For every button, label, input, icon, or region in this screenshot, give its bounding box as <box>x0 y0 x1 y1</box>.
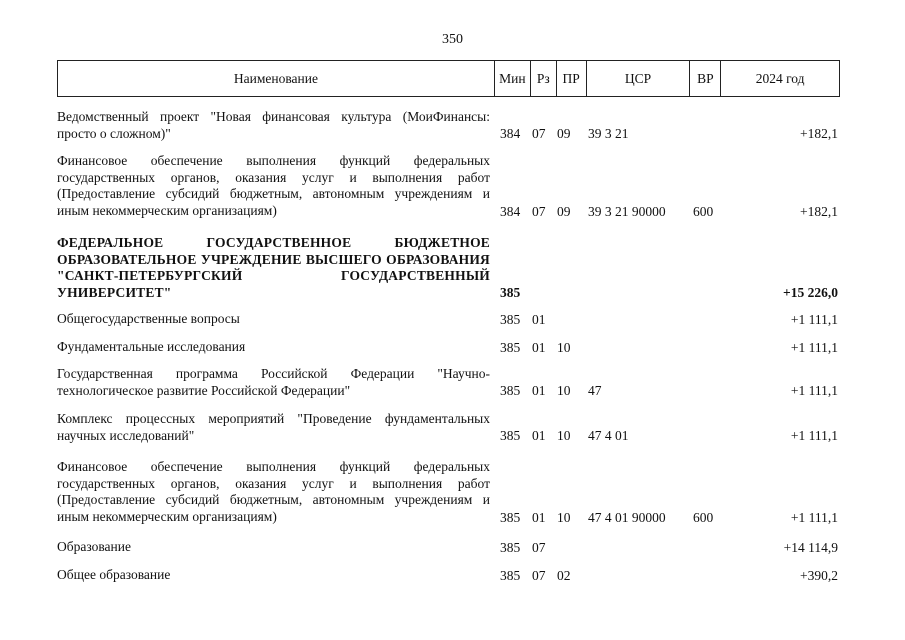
row-sum: +390,2 <box>800 568 838 583</box>
row-min: 385 <box>500 568 521 583</box>
row-sum: +182,1 <box>800 126 838 141</box>
row-sum: +1 111,1 <box>790 383 838 398</box>
row-min: 385 <box>500 383 521 398</box>
header-year: 2024 год <box>755 70 805 86</box>
page-number: 350 <box>442 32 463 47</box>
row-sum: +15 226,0 <box>783 285 838 300</box>
row-name: Финансовое обеспечение выполнения функций федеральных государственных органов, оказания услуг и выполнения работ (Предоставление субсидий бюджетным, автономным учреждениям и иным некоммерческим организациям) <box>57 459 490 524</box>
row-pr: 10 <box>557 340 571 355</box>
row-name: ФЕДЕРАЛЬНОЕ ГОСУДАРСТВЕННОЕ БЮДЖЕТНОЕ ОБРАЗОВАТЕЛЬНОЕ УЧРЕЖДЕНИЕ ВЫСШЕГО ОБРАЗОВАНИЯ "САНКТ-ПЕТЕРБУРГСКИЙ ГОСУДАРСТВЕННЫЙ УНИВЕРСИТЕТ" <box>57 235 490 300</box>
row-rz: 07 <box>532 540 546 555</box>
row-pr: 02 <box>557 568 571 583</box>
row-sum: +1 111,1 <box>790 340 838 355</box>
row-rz: 07 <box>532 204 546 219</box>
row-name: Финансовое обеспечение выполнения функций федеральных государственных органов, оказания услуг и выполнения работ (Предоставление субсидий бюджетным, автономным учреждениям и иным некоммерческим организациям) <box>57 153 490 218</box>
row-sum: +1 111,1 <box>790 428 838 443</box>
row-min: 385 <box>500 540 521 555</box>
header-pr: ПР <box>557 61 587 96</box>
row-pr: 09 <box>557 126 571 141</box>
row-vr: 600 <box>693 204 714 219</box>
row-pr: 10 <box>557 428 571 443</box>
row-csr: 39 3 21 90000 <box>588 204 666 219</box>
row-min: 385 <box>500 340 521 355</box>
row-csr: 47 4 01 <box>588 428 629 443</box>
row-csr: 47 4 01 90000 <box>588 510 666 525</box>
row-name: Государственная программа Российской Федерации "Научно-технологическое развитие Российской Федерации" <box>57 366 490 398</box>
row-vr: 600 <box>693 510 714 525</box>
row-min: 385 <box>500 312 521 327</box>
row-sum: +182,1 <box>800 204 838 219</box>
row-rz: 01 <box>532 340 546 355</box>
row-csr: 39 3 21 <box>588 126 629 141</box>
row-name: Образование <box>57 539 131 554</box>
row-sum: +1 111,1 <box>790 312 838 327</box>
row-rz: 01 <box>532 312 546 327</box>
header-rz: Рз <box>531 61 557 96</box>
row-name: Комплекс процессных мероприятий "Проведение фундаментальных научных исследований" <box>57 411 490 443</box>
row-pr: 10 <box>557 510 571 525</box>
row-pr: 09 <box>557 204 571 219</box>
header-csr: ЦСР <box>587 61 691 96</box>
row-rz: 01 <box>532 428 546 443</box>
row-rz: 01 <box>532 510 546 525</box>
row-name: Фундаментальные исследования <box>57 339 246 354</box>
header-min: Мин <box>495 61 531 96</box>
row-min: 385 <box>500 510 521 525</box>
row-name: Общее образование <box>57 567 171 582</box>
row-rz: 01 <box>532 383 546 398</box>
row-rz: 07 <box>532 568 546 583</box>
header-vr: ВР <box>690 61 721 96</box>
row-sum: +14 114,9 <box>783 540 838 555</box>
row-name: Общегосударственные вопросы <box>57 311 240 326</box>
row-min: 384 <box>500 126 521 141</box>
table-header <box>57 60 840 97</box>
row-min: 385 <box>500 285 521 300</box>
row-pr: 10 <box>557 383 571 398</box>
row-min: 384 <box>500 204 521 219</box>
row-csr: 47 <box>588 383 602 398</box>
row-sum: +1 111,1 <box>790 510 838 525</box>
row-min: 385 <box>500 428 521 443</box>
row-rz: 07 <box>532 126 546 141</box>
header-name: Наименование <box>58 61 495 96</box>
row-name: Ведомственный проект "Новая финансовая культура (МоиФинансы: просто о сложном)" <box>57 109 490 141</box>
